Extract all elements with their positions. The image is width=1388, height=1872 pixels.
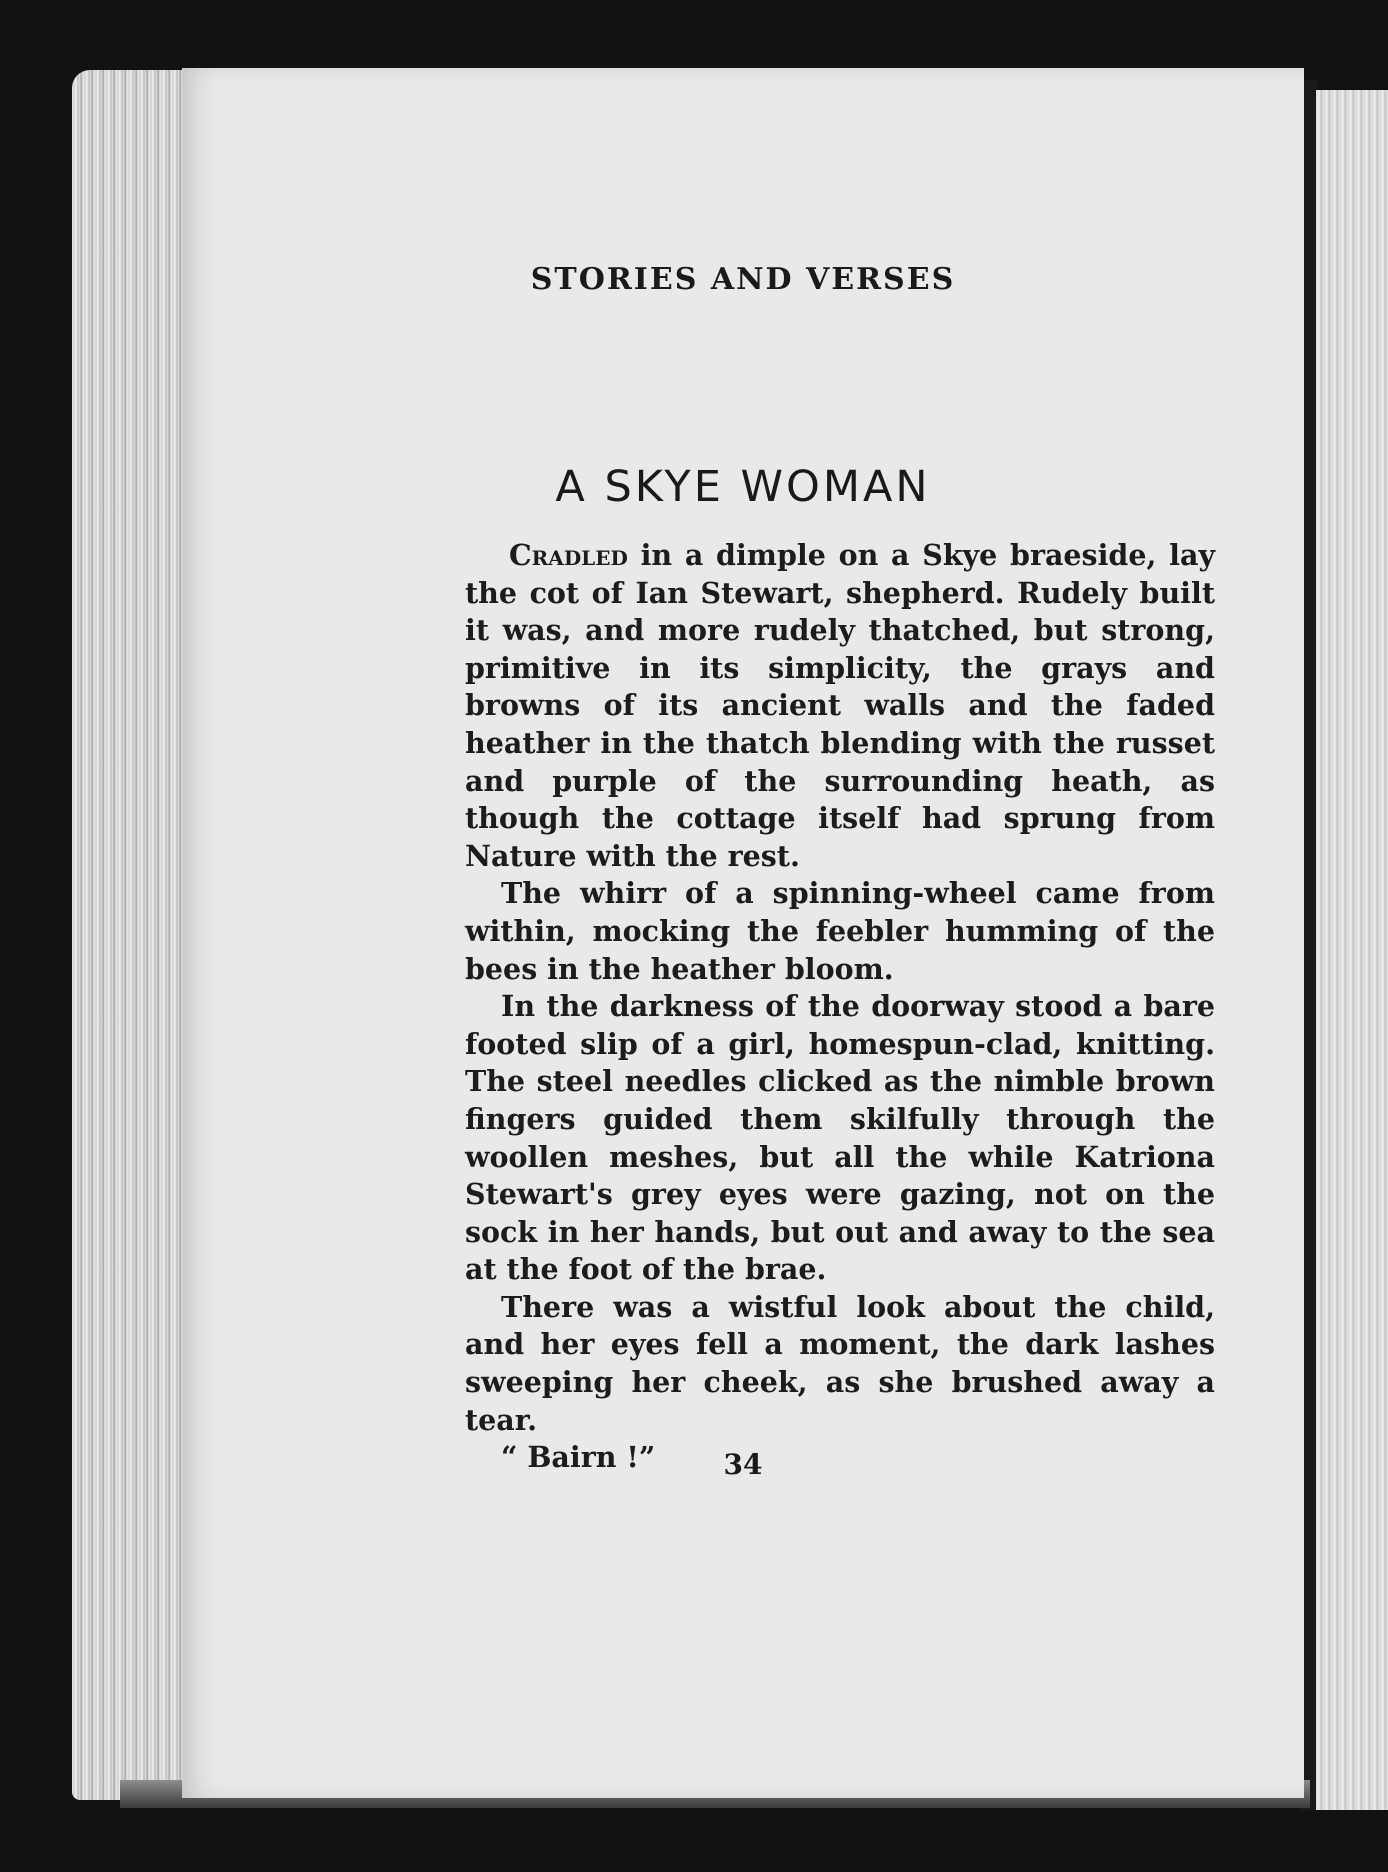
paragraph-4: There was a wistful look about the child, and her eyes fell a moment, the dark lashes sweeping her cheek, as she brushed away a tear.: [465, 1289, 1215, 1437]
paragraph-1: [465, 537, 1215, 875]
paragraph-1-text: in a dimple on a Skye braeside, lay the cot of Ian Stewart, shepherd. Rudely built it was, and more rudely thatched, but strong, primitive in its simplicity, the grays and browns of its ancient walls and the faded heather in the thatch blending with the russet and purple of the surrounding heath, as though the cottage itself had sprung from Nature with the rest.: [465, 538, 1215, 873]
chapter-title: A SKYE WOMAN: [555, 462, 931, 512]
page-number: 34: [723, 1448, 763, 1481]
lead-in-small-caps: Cradled: [509, 538, 628, 572]
paragraph-3: In the darkness of the doorway stood a bare footed slip of a girl, homespun-clad, knitting. The steel needles clicked as the nimble brown fingers guided them skilfully through the woollen meshes, but all the while Katriona Stewart's grey eyes were gazing, not on the sock in her hands, but out and away to the sea at the foot of the brae.: [465, 989, 1215, 1287]
paragraph-2: The whirr of a spinning-wheel came from within, mocking the feebler humming of the bees in the heather bloom.: [465, 876, 1215, 986]
running-head: STORIES AND VERSES: [530, 262, 956, 297]
paragraph-5: “ Bairn !”: [501, 1440, 656, 1475]
body-text: [465, 537, 1215, 1477]
next-page-edge: [1316, 90, 1388, 1810]
